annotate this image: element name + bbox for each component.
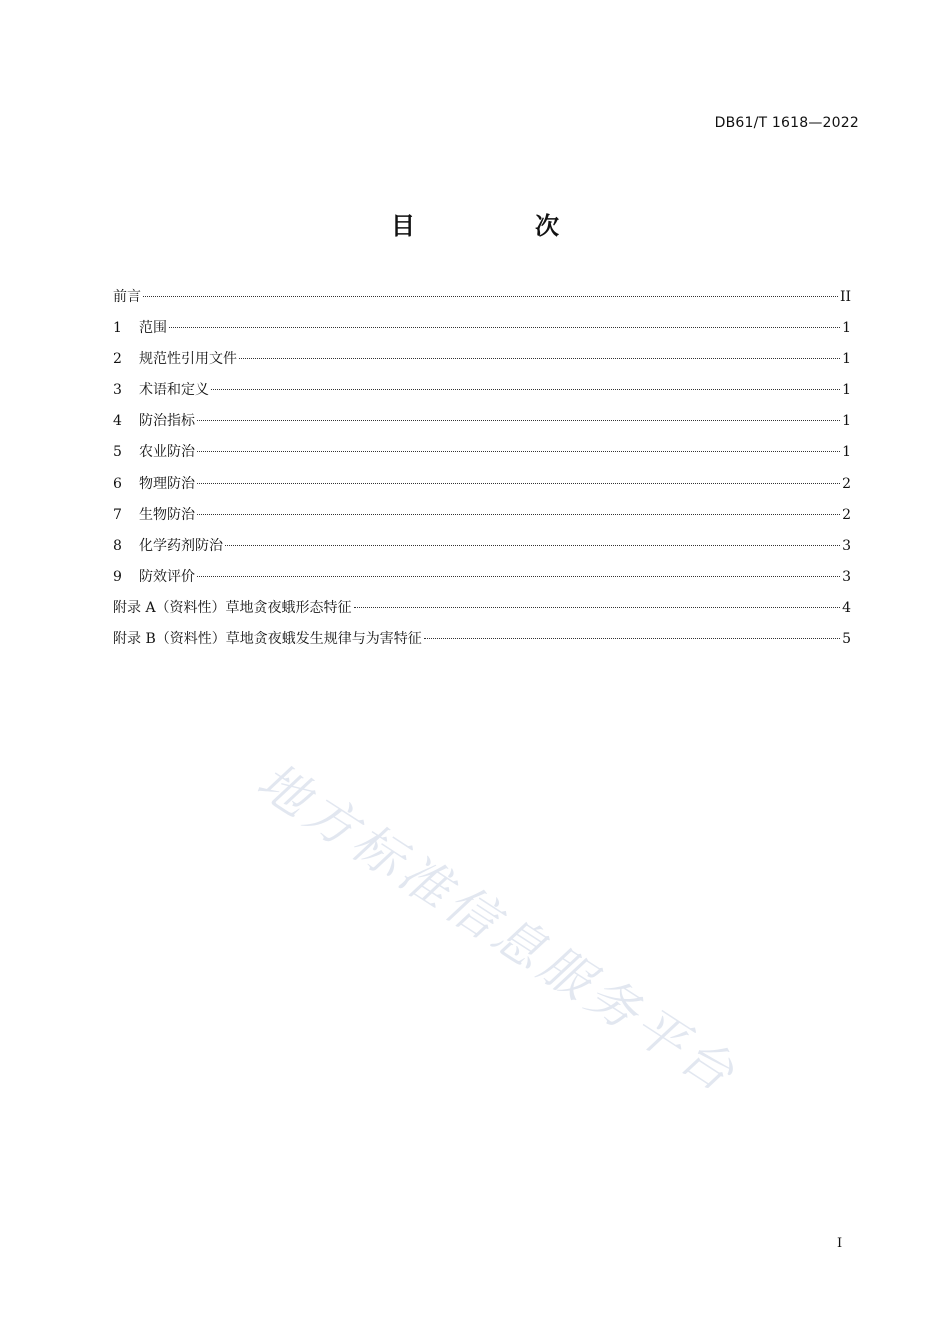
toc-item-label: 生物防治 <box>139 506 195 523</box>
toc-item-chemical-control[interactable] <box>113 535 851 566</box>
toc-leader <box>225 545 840 546</box>
toc-item-number: 5 <box>113 444 122 461</box>
toc-item-label: 附录 A（资料性）草地贪夜蛾形态特征 <box>113 599 352 616</box>
toc-item-page: 2 <box>842 506 851 523</box>
toc-item-number: 4 <box>113 413 122 430</box>
toc-item-number: 3 <box>113 382 122 399</box>
document-code: DB61/T 1618—2022 <box>714 115 859 131</box>
toc-item-page: 5 <box>842 631 851 648</box>
toc-item-biological-control[interactable] <box>113 504 851 535</box>
toc-item-efficacy-evaluation[interactable] <box>113 566 851 597</box>
toc-item-label: 前言 <box>113 289 141 305</box>
toc-item-page: 1 <box>842 320 851 337</box>
toc-item-page: 1 <box>842 351 851 368</box>
toc-leader <box>197 483 840 484</box>
toc-item-appendix-a[interactable] <box>113 597 851 628</box>
toc-item-number: 2 <box>113 351 122 368</box>
toc-item-agricultural-control[interactable] <box>113 441 851 472</box>
toc-title: 目 次 <box>391 212 607 240</box>
toc-leader <box>197 514 840 515</box>
toc-item-label: 农业防治 <box>139 444 195 461</box>
toc-item-page: 3 <box>842 537 851 554</box>
toc-item-number: 8 <box>113 537 122 554</box>
toc-item-page: 1 <box>842 444 851 461</box>
toc-leader <box>239 358 840 359</box>
toc-leader <box>424 638 840 639</box>
toc-item-scope[interactable] <box>113 317 851 348</box>
toc-leader <box>354 607 841 608</box>
toc-leader <box>197 420 840 421</box>
toc-leader <box>169 327 840 328</box>
toc-item-label: 防效评价 <box>139 568 195 585</box>
toc-item-control-indicators[interactable] <box>113 410 851 441</box>
toc-item-number: 1 <box>113 320 122 337</box>
toc-leader <box>197 451 840 452</box>
toc-item-page: 2 <box>842 475 851 492</box>
toc-item-foreword[interactable] <box>113 286 851 317</box>
toc-item-label: 防治指标 <box>139 413 195 430</box>
toc-item-page: 3 <box>842 568 851 585</box>
toc-item-label: 术语和定义 <box>139 382 209 399</box>
toc-item-label: 附录 B（资料性）草地贪夜蛾发生规律与为害特征 <box>113 631 422 648</box>
toc-item-physical-control[interactable] <box>113 473 851 504</box>
watermark: 地方标准信息服务平台 <box>247 751 749 1106</box>
toc-item-page: 1 <box>842 382 851 399</box>
toc-item-label: 物理防治 <box>139 475 195 492</box>
toc-item-number: 9 <box>113 568 122 585</box>
toc-item-label: 规范性引用文件 <box>139 351 237 368</box>
toc-item-number: 6 <box>113 475 122 492</box>
table-of-contents <box>113 286 851 659</box>
toc-item-label: 范围 <box>139 320 167 337</box>
page-number: I <box>837 1236 843 1251</box>
toc-item-number: 7 <box>113 506 122 523</box>
toc-item-page: II <box>839 289 851 305</box>
toc-item-terms-definitions[interactable] <box>113 379 851 410</box>
toc-leader <box>197 576 840 577</box>
toc-item-label: 化学药剂防治 <box>139 537 223 554</box>
toc-item-normative-references[interactable] <box>113 348 851 379</box>
toc-leader <box>143 296 838 297</box>
toc-item-page: 1 <box>842 413 851 430</box>
toc-item-appendix-b[interactable] <box>113 628 851 659</box>
toc-leader <box>211 389 840 390</box>
toc-item-page: 4 <box>842 599 851 616</box>
